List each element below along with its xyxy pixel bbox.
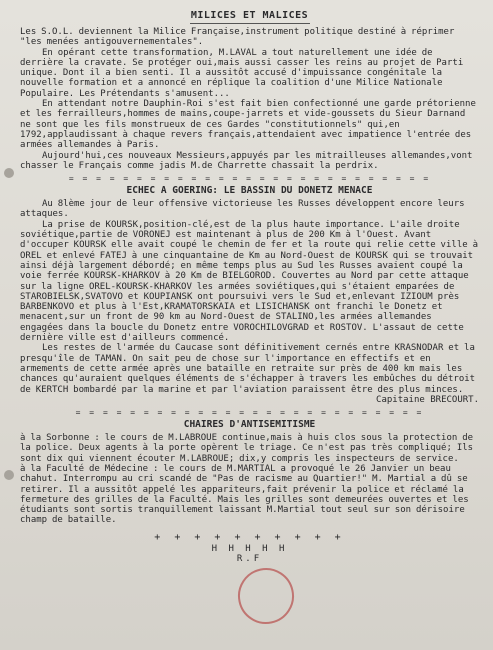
archive-stamp-icon bbox=[233, 563, 299, 629]
signature: Capitaine BRECOURT. bbox=[376, 394, 479, 405]
title-underline bbox=[190, 23, 310, 24]
section-title-antisemitisme: CHAIRES D'ANTISEMITISME bbox=[183, 419, 316, 431]
section-title-goering: ECHEC A GOERING: LE BASSIN DU DONETZ MENACE bbox=[126, 185, 373, 197]
separator: = = = = = = = = = = = = = = = = = = = = = = = = = = bbox=[75, 408, 424, 418]
paragraph: Au 8lème jour de leur offensive victorieuse les Russes développent encore leurs attaques. bbox=[20, 199, 465, 220]
punch-hole bbox=[4, 470, 14, 480]
paragraph: Les S.O.L. deviennent la Milice Française,instrument politique destiné à réprimer "les menées antigouvernementales". bbox=[20, 27, 455, 48]
paragraph: En opérant cette transformation, M.LAVAL a tout naturellement une idée de derrière la cravate. Se protéger oui,mais aussi casser les reins au projet de Parti unique. Dont il a bien senti. Il a aussitôt accusé d'impuissance congénitale la nouvelle formation et a annoncé en réplique la coalition d'une Milice Nationale Populaire. Les Prétendants s'amusent... bbox=[20, 47, 464, 99]
punch-hole bbox=[4, 168, 14, 178]
paragraph: à la Faculté de Médecine : le cours de M.MARTIAL a provoqué le 26 Janvier un beau chahut. Interrompu au cri scandé de "Pas de racisme au Quartier!" M. Martial a dû se retirer. Il a aussitôt appelé les appariteurs,fait prévenir la police et réclamé la fermeture des grilles de la Faculté. Mais les grilles sont demeurées ouvertes et les étudiants sont sortis tranquillement laissant M.Martial tout seul sur son dérisoire champ de bataille. bbox=[20, 463, 469, 526]
separator: = = = = = = = = = = = = = = = = = = = = = = = = = = = bbox=[68, 174, 431, 184]
footer-initials: R.F bbox=[236, 553, 263, 564]
paragraph: La prise de KOURSK,position-clé,est de la plus haute importance. L'aile droite soviétique,partie de VORONEJ est maintenant à plus de 200 Km à l'Ouest. Avant d'occuper KOURSK elle avait coupé le chemin de fer et la route qui relie cette ville à OREL et enlevé FATEJ à une cinquantaine de Km au Nord-Ouest de KOURSK qui se trouvait ainsi déjà largement débordé; en même temps plus au Sud les Russes avaient coupé la voie ferrée KOURSK-KHARKOV à 20 Km de BIELGOROD. Couvertes au Nord par cette attaque sur la ligne OREL-KOURSK-KHARKOV les armées soviétiques,qui s'étaient emparées de STAROBIELSK,SVATOVO et KOUPIANSK ont poursuivi vers le Sud et,enlevant IZIOUM près BARBENKOVO et plus à l'Est,KRAMATORSKAIA et LISICHANSK ont franchi le Donetz et menacent,sur un front de 90 km au Nord-Ouest de STALINO,les armées allemandes engagées dans la boucle du Donetz entre VOROCHILOVGRAD et ROSTOV. L'assaut de cette dernière ville est d'ailleurs commencé. bbox=[20, 219, 478, 344]
paragraph: En attendant notre Dauphin-Roi s'est fait bien confectionné une garde prétorienne et les ferrailleurs,hommes de mains,coupe-jarrets et vide-goussets du Sieur Darnand ne sont que les fils monstrueux de ces Gardes "constitutionnels" qui,en 1792,applaudissant à chaque revers français,attendaient avec impatience l'entrée des armées allemandes à Paris. bbox=[20, 99, 476, 151]
paragraph: Les restes de l'armée du Caucase sont définitivement cernés entre KRASNODAR et la presqu'île de TAMAN. On sait peu de chose sur l'importance en effectifs et en armements de cette armée après une bataille en retraite sur près de 400 km mais les chances qu'auraient quelques éléments de s'échapper à travers les embûches du détroit de KERTCH bombardé par la marine et par l'aviation paraissent être des plus minces. bbox=[20, 343, 476, 395]
paragraph: à la Sorbonne : le cours de M.LABROUE continue,mais à huis clos sous la protection de la police. Deux agents à la porte opèrent le triage. Ce n'est pas très compliqué; Ils sont dix qui viennent écouter M.LABROUE; dix,y compris les inspecteurs de service. bbox=[20, 433, 474, 464]
footer-letters: H H H H H bbox=[211, 543, 288, 554]
cross-row: + + + + + + + + + + bbox=[154, 531, 345, 543]
section-title-milices: MILICES ET MALICES bbox=[190, 10, 309, 21]
paragraph: Aujourd'hui,ces nouveaux Messieurs,appuyés par les mitrailleuses allemandes,vont chasser le Français comme jadis M.de Charrette chassait la perdrix. bbox=[20, 150, 473, 171]
